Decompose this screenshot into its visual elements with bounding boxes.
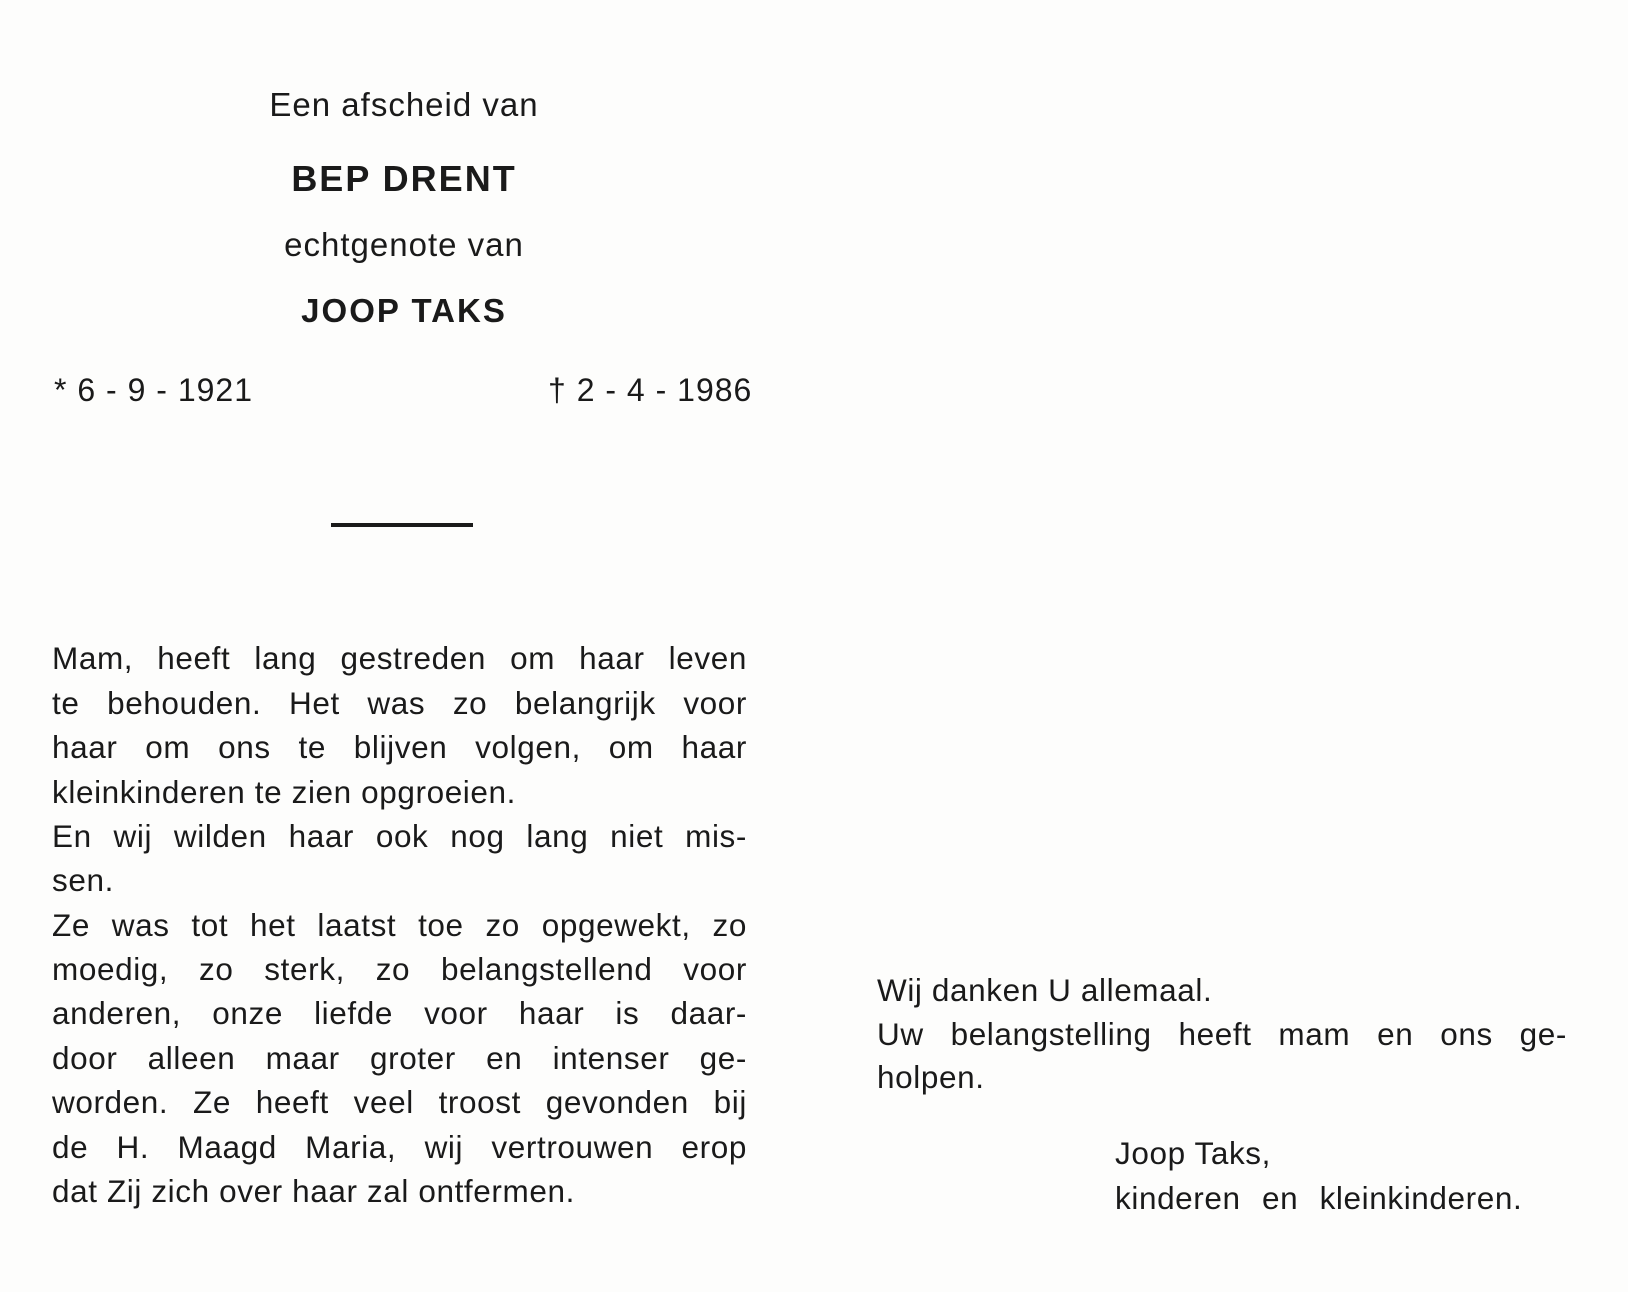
body-line: Mam, heeft lang gestreden om haar leven <box>52 640 747 676</box>
deceased-name: BEP DRENT <box>291 158 517 199</box>
body-line: kleinkinderen te zien opgroeien. <box>52 774 516 810</box>
body-line: sen. <box>52 862 114 898</box>
body-line: te behouden. Het was zo belangrijk voor <box>52 685 747 721</box>
signature-name: Joop Taks, <box>1115 1135 1272 1171</box>
body-line: door alleen maar groter en intenser ge- <box>52 1040 747 1076</box>
thanks-line: holpen. <box>877 1059 985 1095</box>
thanks-line: Uw belangstelling heeft mam en ons ge- <box>877 1016 1567 1052</box>
body-line: de H. Maagd Maria, wij vertrouwen erop <box>52 1129 747 1165</box>
divider-line <box>331 523 473 527</box>
relation-text: echtgenote van <box>284 226 524 263</box>
spouse-name: JOOP TAKS <box>301 292 507 329</box>
body-line: anderen, onze liefde voor haar is daar- <box>52 995 747 1031</box>
birth-date: * 6 - 9 - 1921 <box>54 372 253 408</box>
body-line: Ze was tot het laatst toe zo opgewekt, zo <box>52 907 747 943</box>
body-line: haar om ons te blijven volgen, om haar <box>52 729 747 765</box>
body-line: dat Zij zich over haar zal ontfermen. <box>52 1173 575 1209</box>
intro-text: Een afscheid van <box>269 86 539 123</box>
thanks-line: Wij danken U allemaal. <box>877 972 1213 1008</box>
body-line: moedig, zo sterk, zo belangstellend voor <box>52 951 747 987</box>
body-line: En wij wilden haar ook nog lang niet mis- <box>52 818 747 854</box>
death-date: † 2 - 4 - 1986 <box>548 372 753 408</box>
signature-family: kinderen en kleinkinderen. <box>1115 1180 1523 1216</box>
body-line: worden. Ze heeft veel troost gevonden bij <box>52 1084 747 1120</box>
